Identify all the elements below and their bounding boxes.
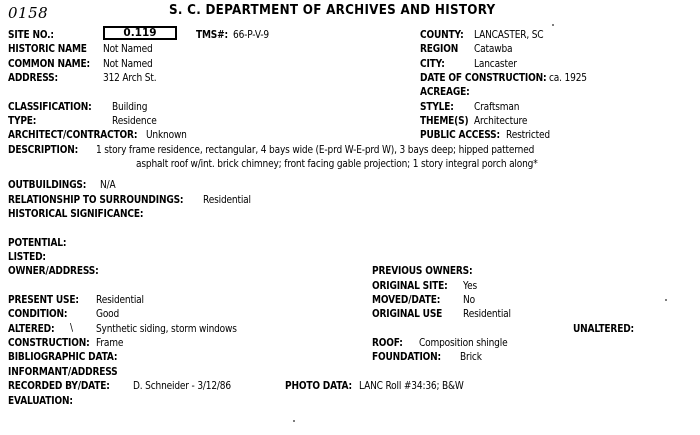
common-name-value: Not Named [103,58,153,70]
listed-label: LISTED: [8,251,46,263]
site-no-box [103,26,177,40]
recorded-label: RECORDED BY/DATE: [8,380,110,392]
original-use-value: Residential [463,308,511,320]
site-no-value: 0.119 [123,27,157,39]
date-of-construction-label: DATE OF CONSTRUCTION: [420,72,547,84]
county-value: LANCASTER, SC [474,29,544,41]
tms-value: 66-P-V-9 [233,29,270,41]
relationship-label: RELATIONSHIP TO SURROUNDINGS: [8,194,184,206]
city-value: Lancaster [474,58,517,70]
outbuildings-value: N/A [100,179,116,191]
county-label: COUNTY: [420,29,464,41]
moved-label: MOVED/DATE: [372,294,441,306]
style-label: STYLE: [420,101,454,113]
construction-label: CONSTRUCTION: [8,337,90,349]
construction-value: Frame [96,337,124,349]
relationship-value: Residential [203,194,251,206]
classification-label: CLASSIFICATION: [8,101,92,113]
description-line-1: 1 story frame residence, rectangular, 4 bays wide (E-prd W-E-prd W), 3 bays deep; hipped patterned [96,144,535,156]
present-use-label: PRESENT USE: [8,294,79,306]
page-title: S. C. DEPARTMENT OF ARCHIVES AND HISTORY [169,3,496,18]
condition-value: Good [96,308,120,320]
condition-label: CONDITION: [8,308,68,320]
region-label: REGION [420,43,459,55]
bibliographic-label: BIBLIOGRAPHIC DATA: [8,351,118,363]
historic-name-label: HISTORIC NAME [8,43,87,55]
original-site-value: Yes [463,280,478,292]
site-no-label: SITE NO.: [8,29,54,41]
potential-label: POTENTIAL: [8,237,67,249]
public-access-label: PUBLIC ACCESS: [420,129,500,141]
altered-value: Synthetic siding, storm windows [96,323,237,335]
evaluation-label: EVALUATION: [8,395,73,407]
recorded-value: D. Schneider - 3/12/86 [133,380,231,392]
classification-value: Building [112,101,148,113]
photo-data-label: PHOTO DATA: [285,380,352,392]
description-line-2: asphalt roof w/int. brick chimney; front facing gable projection; 1 story integral porch along* [136,158,538,170]
themes-value: Architecture [474,115,528,127]
acreage-label: ACREAGE: [420,86,470,98]
original-site-label: ORIGINAL SITE: [372,280,448,292]
foundation-value: Brick [460,351,482,363]
previous-owners-label: PREVIOUS OWNERS: [372,265,473,277]
address-value: 312 Arch St. [103,72,157,84]
tms-label: TMS#: [196,29,228,41]
photo-data-value: LANC Roll #34:36; B&W [359,380,464,392]
file-number: 0158 [8,4,49,22]
description-label: DESCRIPTION: [8,144,79,156]
altered-label: ALTERED: [8,323,55,335]
architect-label: ARCHITECT/CONTRACTOR: [8,129,138,141]
foundation-label: FOUNDATION: [372,351,442,363]
themes-label: THEME(S) [420,115,469,127]
date-of-construction-value: ca. 1925 [549,72,587,84]
address-label: ADDRESS: [8,72,58,84]
historic-name-value: Not Named [103,43,153,55]
roof-value: Composition shingle [419,337,508,349]
public-access-value: Restricted [506,129,550,141]
present-use-value: Residential [96,294,144,306]
type-value: Residence [112,115,157,127]
roof-label: ROOF: [372,337,403,349]
moved-value: No [463,294,475,306]
significance-label: HISTORICAL SIGNIFICANCE: [8,208,144,220]
outbuildings-label: OUTBUILDINGS: [8,179,87,191]
region-value: Catawba [474,43,513,55]
scan-speck [665,299,667,301]
common-name-label: COMMON NAME: [8,58,90,70]
informant-label: INFORMANT/ADDRESS [8,366,118,378]
owner-label: OWNER/ADDRESS: [8,265,99,277]
architect-value: Unknown [146,129,187,141]
style-value: Craftsman [474,101,520,113]
altered-check-mark: \ [70,322,73,334]
scan-speck [293,420,295,422]
scan-speck [552,24,554,26]
original-use-label: ORIGINAL USE [372,308,443,320]
city-label: CITY: [420,58,445,70]
unaltered-label: UNALTERED: [573,323,634,335]
type-label: TYPE: [8,115,37,127]
